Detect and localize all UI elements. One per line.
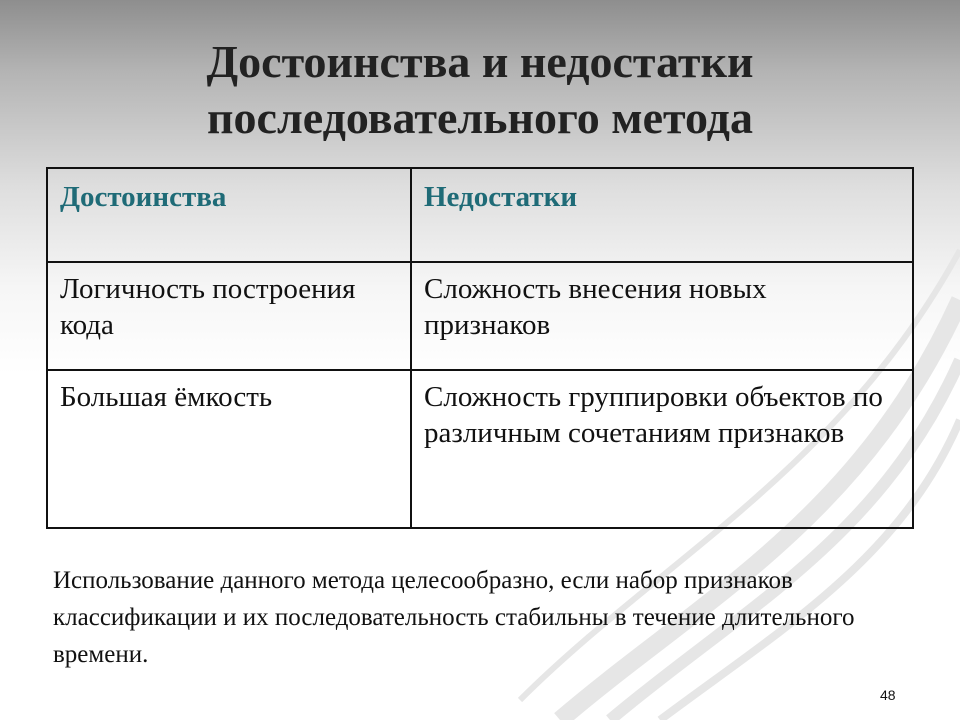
table-row (47, 262, 913, 370)
slide-title-line-1: Достоинства и недостатки (206, 36, 754, 87)
header-advantages: Достоинства (47, 168, 411, 262)
slide-title (0, 34, 960, 146)
table-cell-disadvantage: Сложность внесения новых признаков (411, 262, 913, 370)
slide-title-line-2: последовательного метода (207, 92, 753, 143)
page-number: 48 (880, 687, 896, 703)
table-row (47, 370, 913, 528)
table-cell-disadvantage: Сложность группировки объектов по различным сочетаниям признаков (411, 370, 913, 528)
table-cell-advantage: Большая ёмкость (47, 370, 411, 528)
conclusion-note: Использование данного метода целесообразно, если набор признаков классификации и их последовательность стабильны в течение длительного времени. (53, 567, 855, 668)
table-header-row (47, 168, 913, 262)
header-disadvantages: Недостатки (411, 168, 913, 262)
table-cell-advantage: Логичность построения кода (47, 262, 411, 370)
comparison-table (46, 167, 914, 529)
